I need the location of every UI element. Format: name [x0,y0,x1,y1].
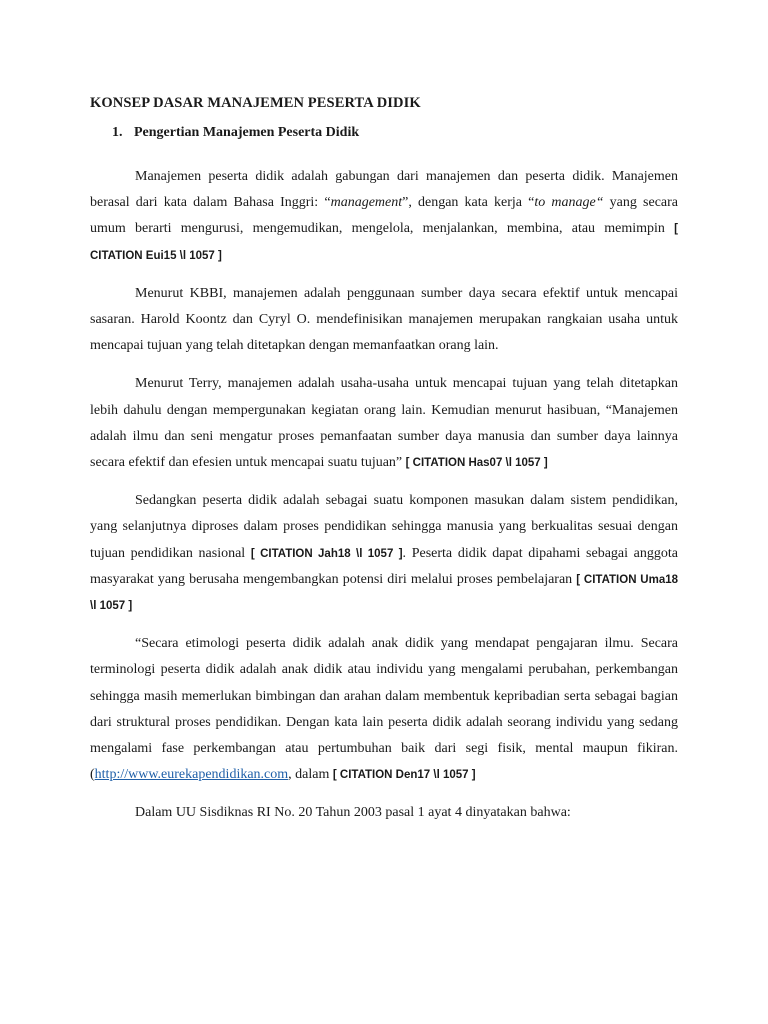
section-number: 1. [112,125,123,140]
paragraph-3 [90,371,678,476]
citation-jah18[interactable]: [ CITATION Jah18 \l 1057 ] [250,547,403,560]
citation-has07[interactable]: [ CITATION Has07 \l 1057 ] [405,457,548,470]
paragraph-1-text-e: yang secara umum berarti mengurusi, mengemudikan, mengelola, menjalankan, membina, atau memimpin [90,195,679,237]
paragraph-4 [90,488,678,619]
paragraph-1-text-c: ”, dengan kata kerja “ [402,195,535,211]
citation-uma18[interactable]: [ CITATION Uma18 \l 1057 ] [90,573,679,613]
paragraph-6: Dalam UU Sisdiknas RI No. 20 Tahun 2003 pasal 1 ayat 4 dinyatakan bahwa: [135,805,571,821]
paragraph-1-text-a: Manajemen peserta didik adalah gabungan dari manajemen dan peserta didik. Manajemen berasal dari kata dalam Bahasa Inggri: “ [90,169,678,211]
paragraph-1-term-management: management [330,195,403,211]
section-heading [112,118,678,148]
paragraph-5-text-a: “Secara etimologi peserta didik adalah anak didik yang mendapat pengajaran ilmu. Secara terminologi peserta didik adalah anak didik atau individu yang mengalami perubahan, perkembangan sehingga masih memerlukan bimbingan dan arahan dalam membentuk kepribadian serta sebagai bagian dari struktural proses pendidikan. Dengan kata lain peserta didik adalah seorang individu yang sedang mengalami fase perkembangan atau pertumbuhan baik dari segi fisik, mental maupun fikiran. ( [90,636,678,783]
eurekapendidikan-link[interactable]: http://www.eurekapendidikan.com [94,767,289,783]
citation-eui15[interactable]: [ CITATION Eui15 \l 1057 ] [90,223,678,262]
paragraph-1-term-to-manage: to manage“ [534,195,604,211]
section-title: Pengertian Manajemen Peserta Didik [134,125,360,140]
document-title: KONSEP DASAR MANAJEMEN PESERTA DIDIK [90,95,421,111]
paragraph-4-text-b: . Peserta didik dapat dipahami sebagai anggota masyarakat yang berusaha mengembangkan potensi diri melalui proses pembelajaran [90,545,678,587]
citation-den17[interactable]: [ CITATION Den17 \l 1057 ] [332,769,476,782]
paragraph-2: Menurut KBBI, manajemen adalah penggunaan sumber daya secara efektif untuk mencapai sasaran. Harold Koontz dan Cyryl O. mendefinisikan manajemen merupakan rangkaian usaha untuk mencapai tujuan yang telah ditetapkan dengan memanfaatkan orang lain. [90,285,678,354]
paragraph-5-text-b: , dalam [288,767,333,783]
document-page [90,88,678,827]
paragraph-3-text: Menurut Terry, manajemen adalah usaha-usaha untuk mencapai tujuan yang telah ditetapkan lebih dahulu dengan mempergunakan kegiatan orang lain. Kemudian menurut hasibuan, “Manajemen adalah ilmu dan seni mengatur proses pemanfaatan sumber daya manusia dan sumber daya lainnya secara efektif dan efesien untuk mencapai suatu tujuan” [90,376,678,471]
paragraph-4-text-a: Sedangkan peserta didik adalah sebagai suatu komponen masukan dalam sistem pendidikan, yang selanjutnya diproses dalam proses pendidikan sehingga manusia yang berkualitas sesuai dengan tujuan pendidikan nasional [90,493,678,561]
paragraph-1 [90,164,678,269]
paragraph-5 [90,631,678,788]
